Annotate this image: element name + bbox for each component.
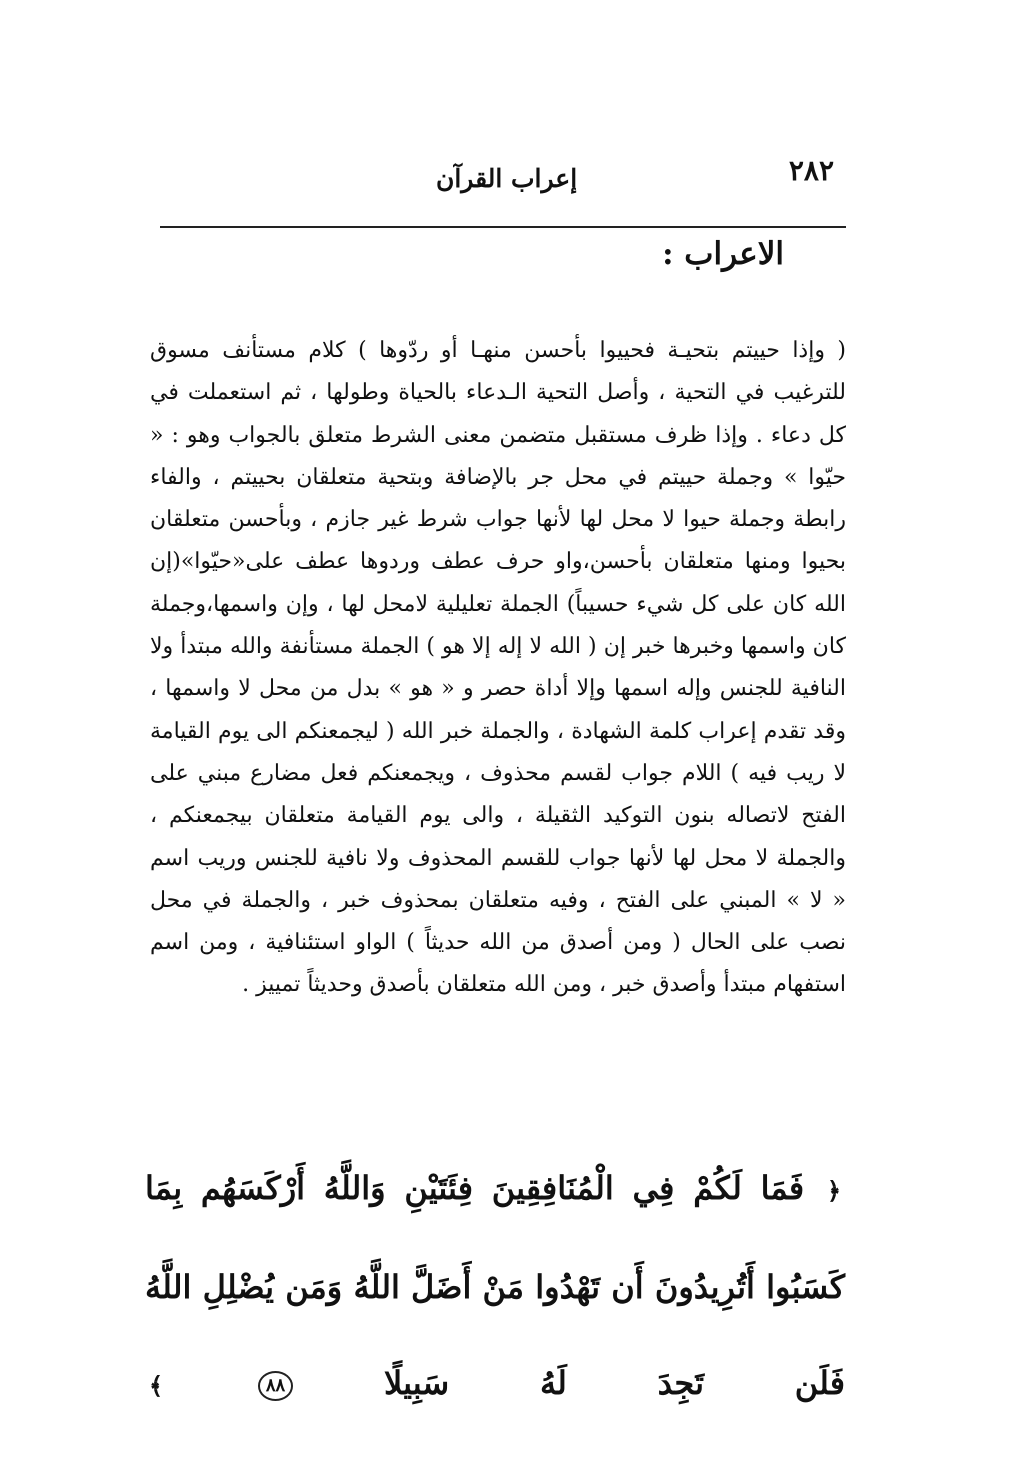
ayah-number-marker: ٨٨ bbox=[258, 1371, 293, 1401]
analysis-text bbox=[150, 330, 846, 1007]
verse-open-bracket: ﴿ bbox=[826, 1176, 842, 1205]
page-number: ٢٨٢ bbox=[788, 154, 834, 187]
verse-text: فَمَا لَكُمْ فِي الْمُنَافِقِينَ فِئَتَيْنِ وَاللَّهُ أَرْكَسَهُم بِمَا كَسَبُوا أَتُرِيدُونَ أَن تَهْدُوا مَنْ أَضَلَّ اللَّهُ وَمَن يُضْلِلِ اللَّهُ فَلَن تَجِدَ لَهُ سَبِيلًا bbox=[145, 1169, 846, 1402]
analysis-paragraph: ( وإذا حييتم بتحيـة فحييوا بأحسن منهـا أو ردّوها ) كلام مستأنف مسوق للترغيب في التحية ، وأصل التحية الـدعاء بالحياة وطولها ، ثم استعملت في كل دعاء . وإذا ظرف مستقبل متضمن معنى الشرط متعلق بالجواب وهو : « حيّوا » وجملة حييتم في محل جر بالإضافة وبتحية متعلقان بحييتم ، والفاء رابطة وجملة حيوا لا محل لها لأنها جواب شرط غير جازم ، وبأحسن متعلقان بحيوا ومنها متعلقان بأحسن،واو حرف عطف وردوها عطف على«حيّوا»(إن الله كان على كل شيء حسيباً) الجملة تعليلية لامحل لها ، وإن واسمها،وجملة كان واسمها وخبرها خبر إن ( الله لا إله إلا هو ) الجملة مستأنفة والله مبتدأ ولا النافية للجنس وإله اسمها وإلا أداة حصر و « هو » بدل من محل لا واسمها ، وقد تقدم إعراب كلمة الشهادة ، والجملة خبر الله ( ليجمعنكم الى يوم القيامة لا ريب فيه ) اللام جواب لقسم محذوف ، ويجمعنكم فعل مضارع مبني على الفتح لاتصاله بنون التوكيد الثقيلة ، والى يوم القيامة متعلقان بيجمعنكم ، والجملة لا محل لها لأنها جواب للقسم المحذوف ولا نافية للجنس وريب اسم « لا » المبني على الفتح ، وفيه متعلقان بمحذوف خبر ، والجملة في محل نصب على الحال ( ومن أصدق من الله حديثاً ) الواو استئنافية ، ومن اسم استفهام مبتدأ وأصدق خبر ، ومن الله متعلقان بأصدق وحديثاً تمييز . bbox=[150, 338, 846, 998]
verse-close-bracket: ﴾ bbox=[149, 1371, 164, 1400]
page-header bbox=[160, 152, 840, 198]
section-heading: الاعراب : bbox=[662, 236, 784, 272]
quran-verse bbox=[145, 1140, 845, 1434]
running-title: إعراب القرآن bbox=[436, 164, 578, 193]
header-divider bbox=[160, 226, 846, 228]
